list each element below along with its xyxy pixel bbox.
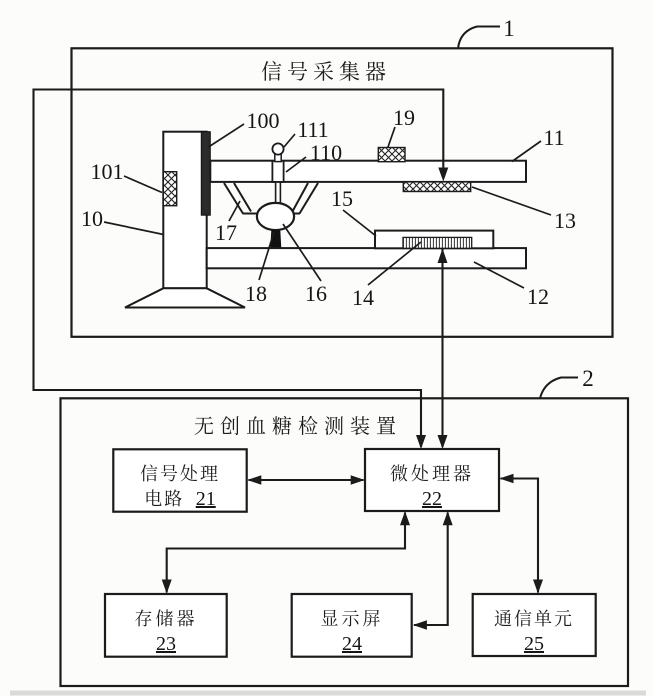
electrode-strip-13 (403, 182, 470, 192)
stand-column (163, 132, 206, 289)
probe-ball-16 (257, 203, 294, 230)
block-microprocessor-22 (365, 449, 499, 511)
slider-bar-100 (201, 132, 210, 216)
block-communication-25 (473, 594, 596, 656)
collector-title: 信号采集器 (261, 60, 391, 84)
device-title: 无创血糖检测装置 (194, 414, 402, 438)
hatch-block-101 (163, 172, 176, 206)
scan-edge-artifact (10, 691, 646, 696)
block-display-24 (292, 594, 412, 657)
block24-num: 24 (342, 633, 362, 655)
block21-line2: 电路 21 (144, 488, 216, 510)
label-111: 111 (297, 117, 329, 142)
label-15: 15 (331, 186, 353, 211)
block24-line1: 显示屏 (320, 609, 384, 630)
probe-knob-111 (272, 143, 283, 154)
block22-line1: 微处理器 (390, 464, 474, 485)
label-101: 101 (90, 159, 124, 184)
probe-shaft-110 (272, 161, 283, 182)
block22-num: 22 (422, 488, 442, 510)
label-16: 16 (305, 281, 327, 306)
block-memory-23 (105, 594, 227, 657)
block25-num: 25 (524, 633, 544, 655)
block25-line1: 通信单元 (494, 609, 574, 630)
label-11: 11 (543, 125, 565, 150)
block23-num: 23 (156, 633, 176, 655)
block-signal-processing-21 (113, 449, 246, 511)
label-14: 14 (352, 285, 374, 310)
label-17: 17 (215, 220, 237, 245)
label-10: 10 (81, 206, 103, 231)
label-100: 100 (246, 108, 280, 133)
ref-1-label: 1 (503, 16, 515, 41)
label-18: 18 (245, 281, 267, 306)
label-13: 13 (554, 208, 576, 233)
lower-arm-12 (207, 248, 526, 268)
sensor-strip-14 (403, 237, 472, 248)
block21-line1: 信号处理 (140, 464, 220, 485)
block23-line1: 存储器 (134, 609, 198, 630)
label-19: 19 (393, 105, 415, 130)
emitter-block-19 (378, 148, 405, 162)
label-110: 110 (309, 140, 343, 165)
ref-2-label: 2 (582, 366, 594, 391)
label-12: 12 (527, 284, 549, 309)
upper-arm-11 (210, 161, 526, 182)
